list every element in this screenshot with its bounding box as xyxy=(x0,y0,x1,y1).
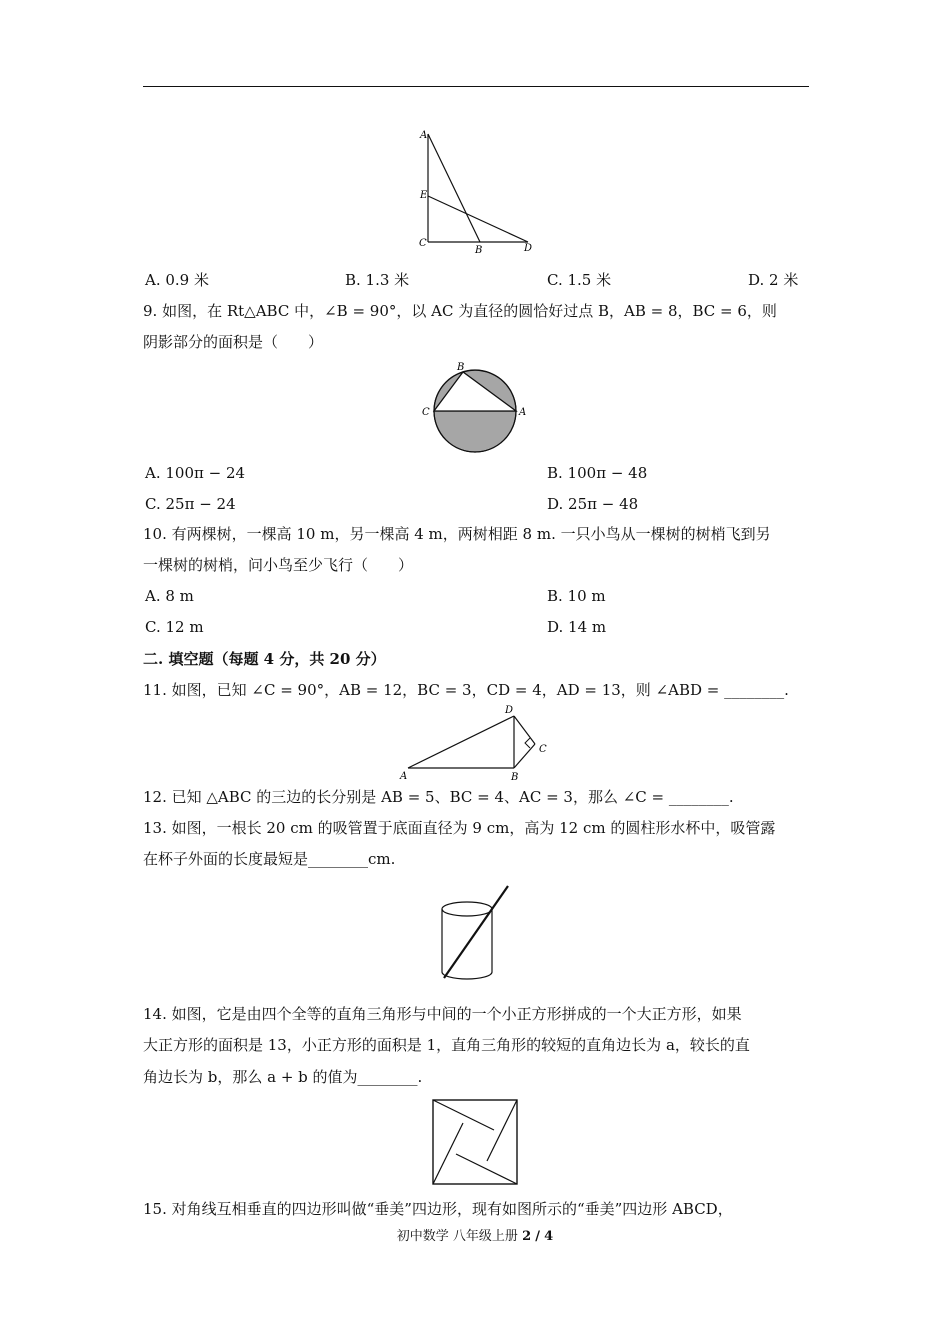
q9-text-line2: 阴影部分的面积是（ ） xyxy=(143,333,324,351)
q8-option-b: B. 1.3 米 xyxy=(345,271,410,289)
footer-total: 4 xyxy=(544,1229,554,1244)
q14-text-line3: 角边长为 b，那么 a + b 的值为________. xyxy=(143,1068,423,1086)
q9-option-b: B. 100π − 48 xyxy=(547,464,648,482)
q8-option-c: C. 1.5 米 xyxy=(547,271,612,289)
q10-text-line1: 10. 有两棵树，一棵高 10 m，另一棵高 4 m，两树相距 8 m. 一只小鸟从一棵树的树梢飞到另 xyxy=(143,525,771,543)
label-c: C xyxy=(539,744,547,755)
q13-text-line1: 13. 如图，一根长 20 cm 的吸管置于底面直径为 9 cm，高为 12 cm 的圆柱形水杯中，吸管露 xyxy=(143,819,776,837)
q9-option-c: C. 25π − 24 xyxy=(145,495,236,513)
q14-text-line1: 14. 如图，它是由四个全等的直角三角形与中间的一个小正方形拼成的一个大正方形，如果 xyxy=(143,1005,742,1023)
footer-text: 初中数学 八年级上册 xyxy=(396,1229,518,1244)
q8-figure xyxy=(415,126,540,256)
label-c: C xyxy=(422,407,430,418)
page-footer xyxy=(0,1228,950,1246)
q15-text-line1: 15. 对角线互相垂直的四边形叫做“垂美”四边形，现有如图所示的“垂美”四边形 ABCD， xyxy=(143,1200,733,1218)
label-c: C xyxy=(419,238,427,249)
label-d: D xyxy=(524,243,533,254)
footer-sep: / xyxy=(535,1229,541,1244)
q10-option-c: C. 12 m xyxy=(145,618,204,636)
q10-option-d: D. 14 m xyxy=(547,618,607,636)
q13-figure xyxy=(436,882,516,990)
q10-text-line2: 一棵树的树梢，问小鸟至少飞行（ ） xyxy=(143,556,414,574)
label-d: D xyxy=(505,705,514,716)
label-a: A xyxy=(519,407,527,418)
q10-option-a: A. 8 m xyxy=(145,587,194,605)
q9-figure xyxy=(420,360,532,456)
label-a: A xyxy=(420,130,428,141)
label-b: B xyxy=(457,362,465,373)
label-b: B xyxy=(475,245,483,256)
q13-text-line2: 在杯子外面的长度最短是________cm. xyxy=(143,850,396,868)
q11-figure xyxy=(398,702,558,784)
q9-option-d: D. 25π − 48 xyxy=(547,495,639,513)
q9-option-a: A. 100π − 24 xyxy=(145,464,246,482)
q14-figure xyxy=(430,1097,520,1187)
label-b: B xyxy=(511,772,519,783)
q8-option-d: D. 2 米 xyxy=(748,271,799,289)
header-rule xyxy=(143,86,809,87)
q9-text-line1: 9. 如图，在 Rt△ABC 中，∠B = 90°，以 AC 为直径的圆恰好过点 B，AB = 8，BC = 6，则 xyxy=(143,302,777,320)
label-a: A xyxy=(400,771,408,782)
q12-text-line1: 12. 已知 △ABC 的三边的长分别是 AB = 5、BC = 4、AC = 3，那么 ∠C = ________. xyxy=(143,788,734,806)
label-e: E xyxy=(420,190,428,201)
q10-option-b: B. 10 m xyxy=(547,587,606,605)
footer-page: 2 xyxy=(522,1229,532,1244)
q14-text-line2: 大正方形的面积是 13，小正方形的面积是 1，直角三角形的较短的直角边长为 a，较长的直 xyxy=(143,1036,750,1054)
q8-option-a: A. 0.9 米 xyxy=(145,271,209,289)
section-2-title: 二. 填空题（每题 4 分，共 20 分） xyxy=(143,650,386,668)
q11-text-line1: 11. 如图，已知 ∠C = 90°，AB = 12，BC = 3，CD = 4，AD = 13，则 ∠ABD = ________. xyxy=(143,681,789,699)
